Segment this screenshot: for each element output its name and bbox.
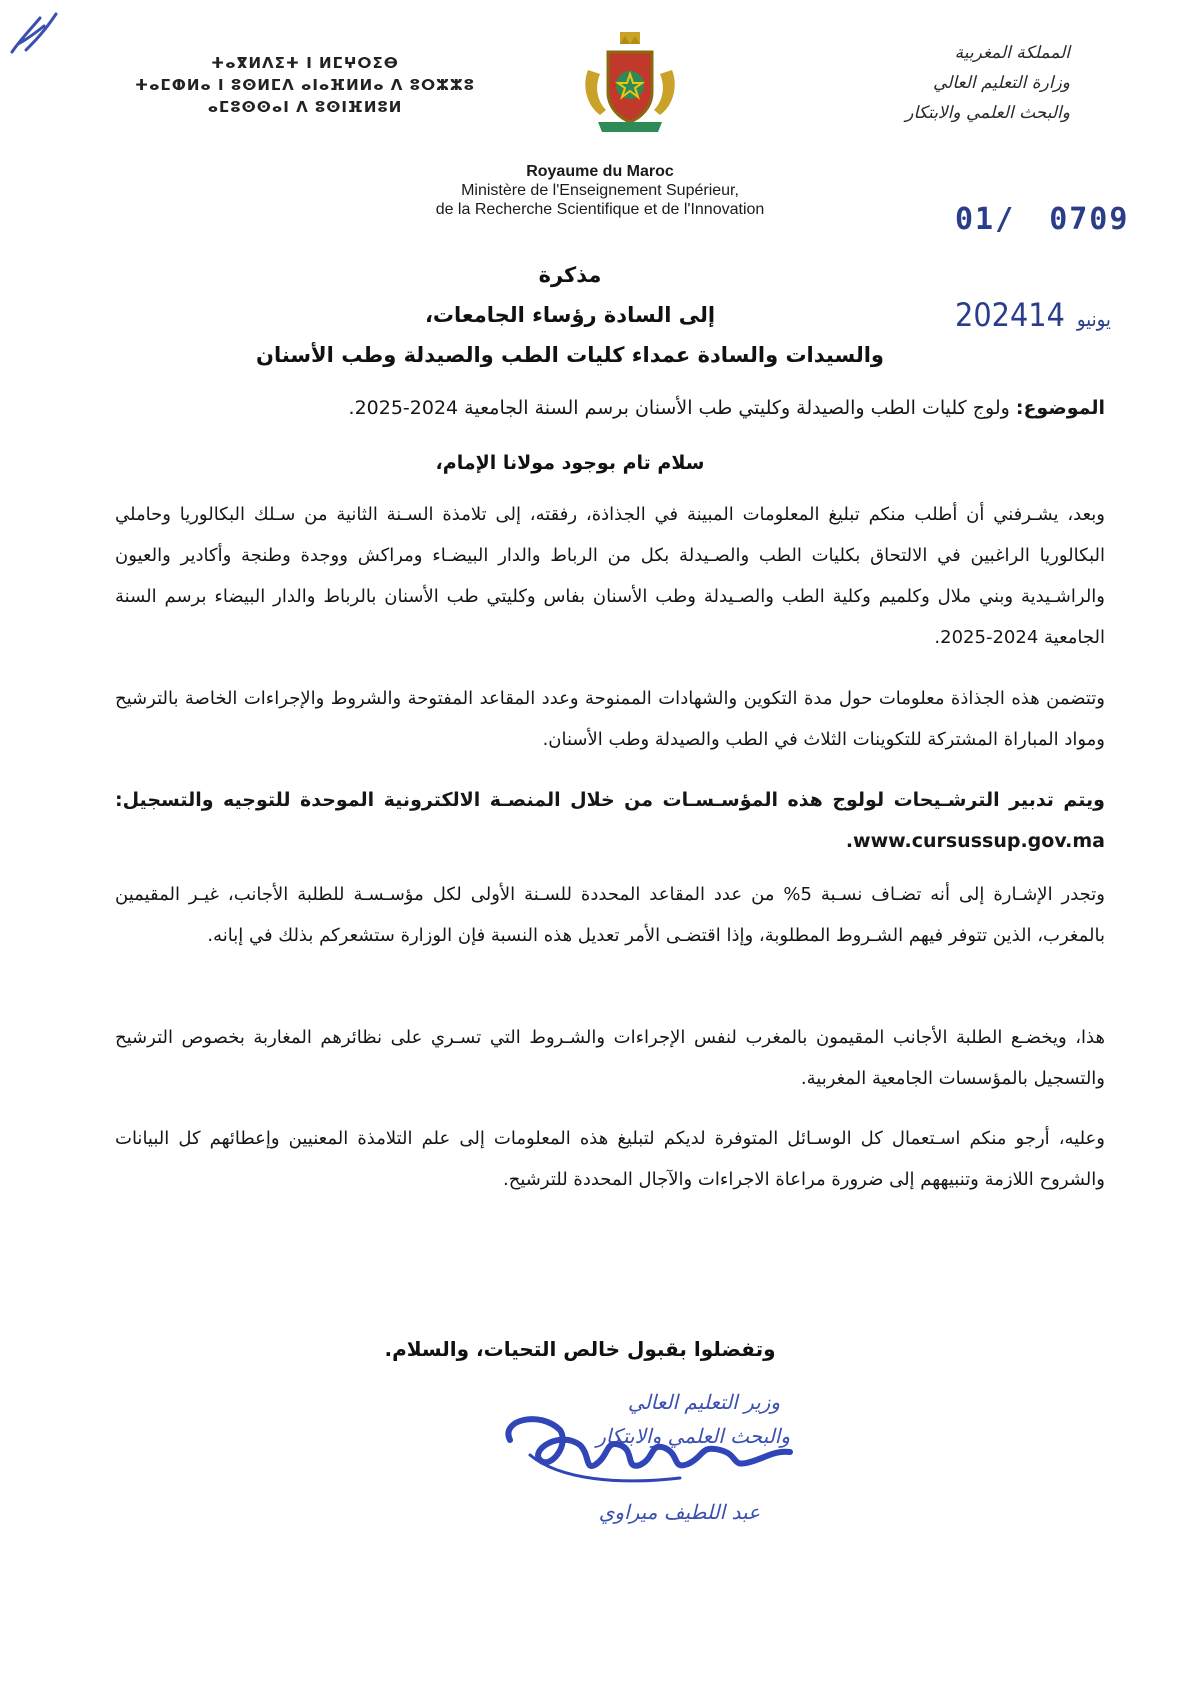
platform-text: ويتم تدبير الترشـيحات لولوج هذه المؤسـسـات من خلال المنصـة الالكترونية الموحدة للتوجيه والتسجيل: (115, 789, 1105, 811)
memo-recipients-line: والسيدات والسادة عمداء كليات الطب والصيدلة وطب الأسنان (256, 343, 884, 367)
reference-number: 0709 (1049, 202, 1130, 237)
paragraph-request: وعليه، أرجو منكم اسـتعمال كل الوسـائل المتوفرة لديكم لتبليغ هذه المعلومات إلى علم التلامذة المعنيين وإعطائهم كل البيانات والشروح اللازمة وتنبيههم إلى ضرورة مراعاة الاجراءات والآجال المحددة للترشيح. (115, 1128, 1105, 1190)
date-stamp (955, 296, 1123, 334)
signatory-name: عبد اللطيف ميراوي (598, 1500, 760, 1524)
french-ministry-header (400, 162, 800, 219)
paragraph-foreign-quota: وتجدر الإشـارة إلى أنه تضـاف نسـبة 5% من عدد المقاعد المحددة للسـنة الأولى لكل مؤسـسـة للطلبة الأجانب، غيـر المقيمين بالمغرب، الذين تتوفر فيهم الشـروط المطلوبة، وإذا اقتضـى الأمر تعديل هذه النسبة فإن الوزارة ستشعركم بذلك في إبانه. (115, 884, 1105, 946)
subject-label: الموضوع: (1015, 397, 1105, 419)
arabic-header-line: وزارة التعليم العالي (932, 73, 1070, 93)
date-year: 2024 (955, 296, 1029, 334)
paragraph-platform: ويتم تدبير الترشـيحات لولوج هذه المؤسـسـات من خلال المنصـة الالكترونية الموحدة للتوجيه والتسجيل: www.cursussup.gov.ma. (115, 789, 1105, 852)
date-day: 14 (1028, 296, 1065, 334)
corner-scribble (0, 0, 70, 70)
subject-text: ولوج كليات الطب والصيدلة وكليتي طب الأسنان برسم السنة الجامعية 2024-2025. (348, 397, 1016, 419)
subject-line (115, 388, 1105, 429)
reference-prefix: 01/ (955, 202, 1016, 237)
tifinagh-header-line: ⵜⴰⵎⵀⵍⴰ ⵏ ⵓⵙⵍⵎⴷ ⴰⵏⴰⴼⵍⵍⴰ ⴷ ⵓⵔⵣⵣⵓ (134, 76, 475, 94)
tifinagh-header-line: ⵜⴰⴳⵍⴷⵉⵜ ⵏ ⵍⵎⵖⵔⵉⴱ (211, 54, 399, 72)
arabic-header-line: والبحث العلمي والابتكار (905, 103, 1070, 123)
tifinagh-ministry-header (90, 52, 520, 118)
memo-recipients-line: إلى السادة رؤساء الجامعات، (424, 303, 716, 327)
tifinagh-header-line: ⴰⵎⵓⵙⵙⴰⵏ ⴷ ⵓⵙⵏⴼⵍⵓⵍ (207, 98, 403, 116)
memo-label: مذكرة (538, 263, 602, 287)
coat-of-arms-icon (580, 30, 680, 140)
signature-title-line: والبحث العلمي والابتكار (596, 1424, 790, 1448)
platform-url: www.cursussup.gov.ma (853, 830, 1105, 852)
reference-number-stamp (955, 202, 1129, 237)
french-header-kingdom: Royaume du Maroc (526, 163, 674, 180)
paragraph-introduction: وبعد، يشـرفني أن أطلب منكم تبليغ المعلومات المبينة في الجذاذة، رفقته، إلى تلامذة السـنة الثانية من سـلك البكالوريا وحاملي البكالوريا الراغبين في الالتحاق بكليات الطب والصـيدلة بكل من الرباط والدار البيضـاء ومراكش ووجدة وطنجة وأكادير والعيون والراشـيدية وبني ملال وكلميم وكلية الطب والصـيدلة وطب الأسنان بفاس وكليتي طب الأسنان بالرباط والدار البيضاء برسم السنة الجامعية 2024-2025. (115, 504, 1105, 648)
french-header-line: de la Recherche Scientifique et de l'Innovation (435, 201, 765, 218)
paragraph-resident-foreigners: هذا، ويخضـع الطلبة الأجانب المقيمون بالمغرب لنفس الإجراءات والشـروط التي تسـري على نظائرهم المغاربة بخصوص الترشيح والتسجيل بالمؤسسات الجامعية المغربية. (115, 1027, 1105, 1089)
handwritten-signature (500, 1400, 800, 1490)
memo-title-block (200, 255, 940, 375)
paragraph-form-contents: وتتضمن هذه الجذاذة معلومات حول مدة التكوين والشهادات الممنوحة وعدد المقاعد المفتوحة والشروط والإجراءات الخاصة بالترشيح ومواد المباراة المشتركة للتكوينات الثلاث في الطب والصيدلة وطب الأسنان. (115, 688, 1105, 750)
greeting: سلام تام بوجود مولانا الإمام، (435, 452, 705, 474)
arabic-ministry-header (770, 38, 1070, 128)
closing-salutation: وتفضلوا بقبول خالص التحيات، والسلام. (384, 1337, 776, 1361)
arabic-header-line: المملكة المغربية (954, 43, 1070, 63)
date-month: يونيو (1076, 307, 1111, 331)
signature-title-line: وزير التعليم العالي (627, 1390, 780, 1414)
signature-block (500, 1390, 860, 1550)
french-header-line: Ministère de l'Enseignement Supérieur, (461, 182, 739, 199)
